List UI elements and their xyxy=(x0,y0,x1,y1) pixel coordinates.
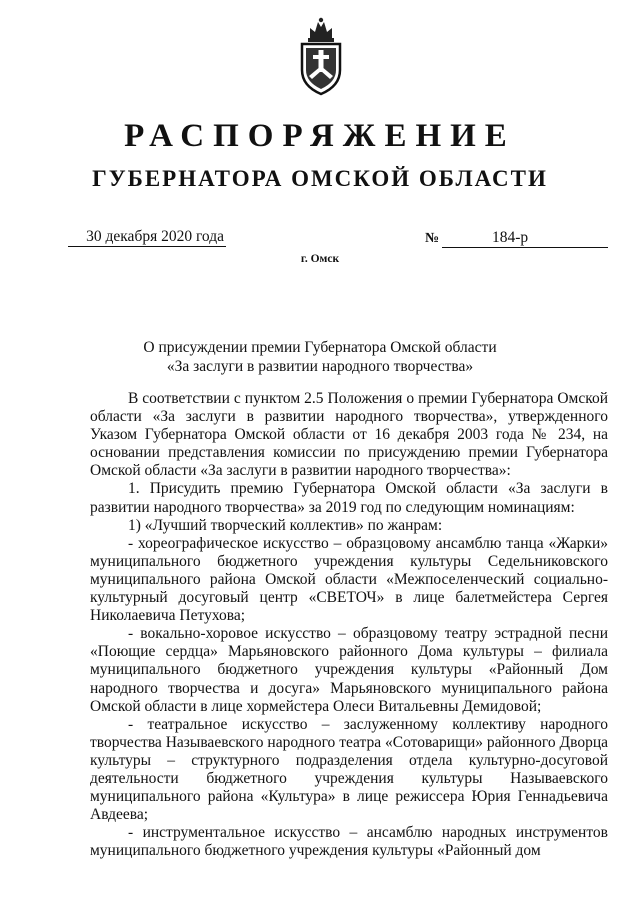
document-issuer: ГУБЕРНАТОРА ОМСКОЙ ОБЛАСТИ xyxy=(92,166,548,191)
paragraph-choreography: - хореографическое искусство – образцовому ансамблю танца «Жарки» муниципального бюджетного учреждения культуры Седельниковского муниципального района Омской области «Межпоселенческий социально-культурный досуговый центр «СВЕТОЧ» в лице балетмейстера Сергея Николаевича Петухова; xyxy=(90,534,608,625)
paragraph-nomination-1: 1) «Лучший творческий коллектив» по жанрам: xyxy=(128,516,443,534)
document-title: РАСПОРЯЖЕНИЕ xyxy=(124,118,516,154)
document-city: г. Омск xyxy=(300,253,340,265)
document-number: 184-р xyxy=(442,229,608,248)
paragraph-vocal: - вокально-хоровое искусство – образцовому театру эстрадной песни «Поющие сердца» Марьяновского районного Дома культуры – филиала муниципального бюджетного учреждения культуры «Районный Дом народного творчества и досуга» Марьяновского муниципального района Омской области в лице хормейстера Олеси Витальевны Демидовой; xyxy=(90,625,608,715)
paragraph-theatre: - театральное искусство – заслуженному коллективу народного творчества Называевского народного театра «Сотоварищи» районного Дворца культуры – структурного подразделения отдела культурно-досуговой деятельности бюджетного учреждения культуры Называевского муниципального района «Культура» в лице режиссера Юрия Геннадьевича Авдеева; xyxy=(90,715,608,824)
omsk-region-coat-of-arms-icon xyxy=(296,16,346,96)
document-date: 30 декабря 2020 года xyxy=(68,228,226,247)
subject-line-1: О присуждении премии Губернатора Омской области xyxy=(143,339,497,356)
paragraph-instrumental: - инструментальное искусство – ансамблю народных инструментов муниципального бюджетного учреждения культуры «Районный дом xyxy=(90,824,608,860)
document-body xyxy=(90,390,608,860)
paragraph-item-1: 1. Присудить премию Губернатора Омской области «За заслуги в развитии народного творчества» за 2019 год по следующим номинациям: xyxy=(90,480,608,516)
paragraph-preamble: В соответствии с пунктом 2.5 Положения о премии Губернатора Омской области «За заслуги в развитии народного творчества», утвержденного Указом Губернатора Омской области от 16 декабря 2003 года № 234, на основании представления комиссии по присуждению премии Губернатора Омской области «За заслуги в развитии народного творчества»: xyxy=(90,390,608,480)
number-sign: № xyxy=(425,231,440,246)
subject-line-2: «За заслуги в развитии народного творчества» xyxy=(166,358,474,375)
document-subject xyxy=(0,338,640,376)
